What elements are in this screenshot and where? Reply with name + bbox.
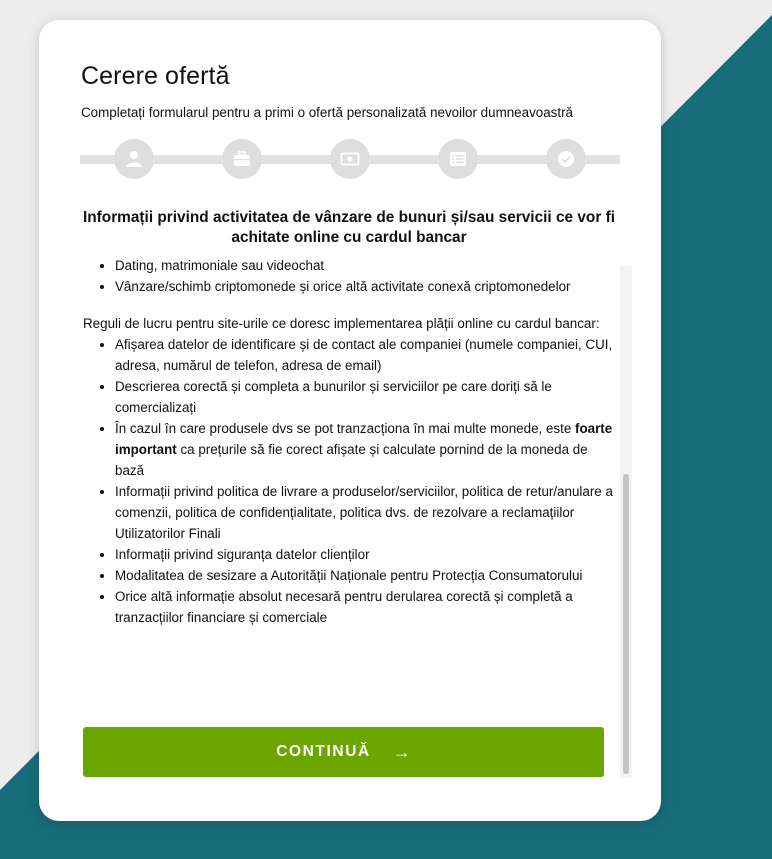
check-icon xyxy=(556,149,576,169)
rules-list xyxy=(83,334,613,628)
continue-button-label: CONTINUĂ xyxy=(276,743,371,760)
rule-text: ca prețurile să fie corect afișate și calculate pornind de la moneda de bază xyxy=(115,442,588,478)
rule-text: În cazul în care produsele dvs se pot tranzacționa în mai multe monede, este xyxy=(115,421,575,436)
page-title: Cerere ofertă xyxy=(81,62,230,90)
scrollbar-thumb[interactable] xyxy=(623,474,629,774)
money-icon xyxy=(340,149,360,169)
prohibited-activities-list xyxy=(83,255,613,297)
list-item: • Dating, matrimoniale sau videochat xyxy=(115,255,613,276)
list-icon xyxy=(448,149,468,169)
step-payment-info[interactable] xyxy=(330,139,370,179)
rules-intro: Reguli de lucru pentru site-urile ce doresc implementarea plății online cu cardul bancar: xyxy=(83,316,600,331)
continue-button[interactable] xyxy=(83,727,604,777)
list-item: • Afișarea datelor de identificare și de contact ale companiei (numele companiei, CUI, adresa, numărul de telefon, adresa de email) xyxy=(115,334,613,376)
rule-emphasis: foarte important xyxy=(115,421,613,457)
list-item: • Modalitatea de sesizare a Autorității Naționale pentru Protecția Consumatorului xyxy=(115,565,613,586)
page-subtitle: Completați formularul pentru a primi o ofertă personalizată nevoilor dumneavoastră xyxy=(81,105,573,120)
scroll-content xyxy=(83,255,613,628)
briefcase-icon xyxy=(232,149,252,169)
list-item: • Informații privind politica de livrare a produselor/serviciilor, politica de retur/anulare a comenzii, politica de confidențialitate, politica dvs. de rezolvare a reclamațiilor Utilizatorilor Finali xyxy=(115,481,613,544)
section-title: Informații privind activitatea de vânzare de bunuri și/sau servicii ce vor fi achitate online cu cardul bancar xyxy=(82,209,615,246)
list-item xyxy=(115,418,613,481)
list-item: • Orice altă informație absolut necesară pentru derularea corectă și completă a tranzacțiilor financiare și comerciale xyxy=(115,586,613,628)
quote-request-card xyxy=(39,20,661,821)
scrollable-content[interactable] xyxy=(83,258,623,778)
scrollbar[interactable] xyxy=(620,266,632,778)
step-confirmation[interactable] xyxy=(546,139,586,179)
step-personal-info[interactable] xyxy=(114,139,154,179)
progress-steps xyxy=(80,139,620,179)
step-company-info[interactable] xyxy=(222,139,262,179)
step-activity-info[interactable] xyxy=(438,139,478,179)
list-item: • Informații privind siguranța datelor clienților xyxy=(115,544,613,565)
arrow-right-icon: → xyxy=(392,742,411,762)
list-item: • Descrierea corectă și completa a bunurilor și serviciilor pe care doriți să le comercializați xyxy=(115,376,613,418)
user-icon xyxy=(124,149,144,169)
list-item: • Vânzare/schimb criptomonede și orice altă activitate conexă criptomonedelor xyxy=(115,276,613,297)
